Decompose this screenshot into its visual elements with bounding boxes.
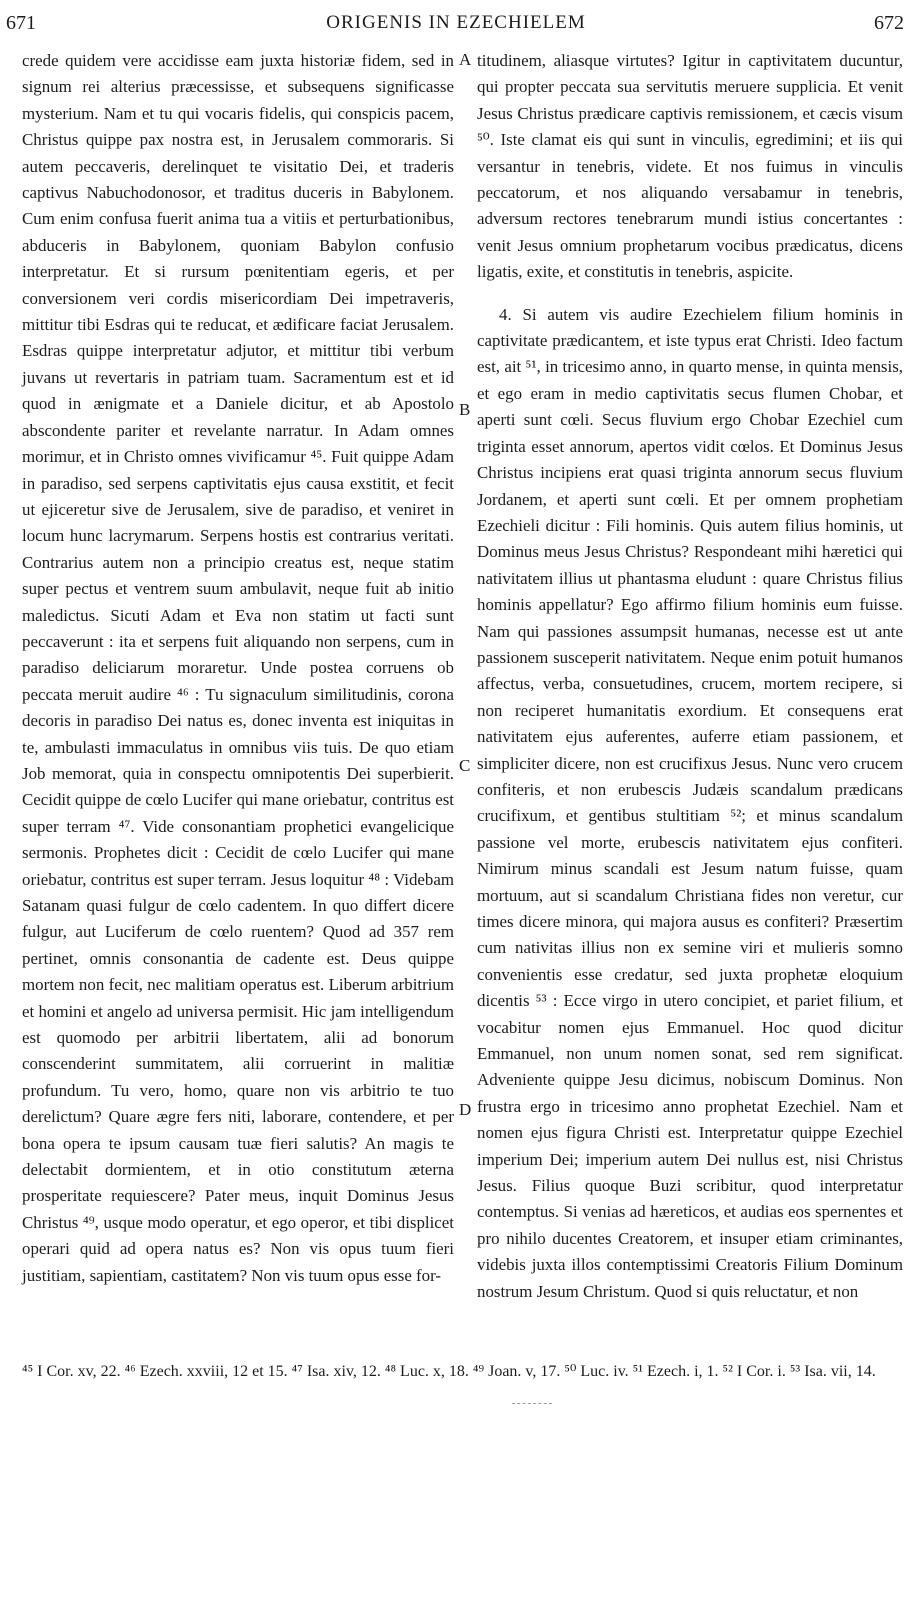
margin-marker-c: C xyxy=(459,756,471,775)
margin-marker-b: B xyxy=(459,400,471,419)
right-column-paragraph-2: 4. Si autem vis audire Ezechielem filium hominis in captivitate prædicantem, et iste typus erat Christi. Ideo factum est, ait ⁵¹, in tricesimo anno, in quarto mense, in quinta mensis, et ego eram in medio captivitatis secus flumen Chobar, et aperti sunt cœli. Secus fluvium ergo Chobar Ezechiel cum triginta esset annorum, apertos vidit cœlos. Et Dominus Jesus Christus incipiens erat quasi triginta annorum secus fluvium Jordanem, et aperti sunt cœli. Et per omnem prophetiam Ezechieli dicitur : Fili hominis. Quis autem filius hominis, ut Dominus meus Jesus Christus? Respondeant mihi hæretici qui nativitatem illius ut phantasma eludunt : quare Christus filius hominis appellatur? Ego affirmo filium hominis eum fuisse. Nam qui passiones assumpsit humanas, necesse est ut ante passionem susceperit nativitatem. Neque enim potuit humanos affectus, verba, consuetudines, crucem, mortem recipere, si non reciperet humanitatis exordium. Et consequens erat nativitatem ejus auferentes, auferre etiam passionem, et simpliciter dicere, non est crucifixus Jesus. Nunc vero crucem confiteris, et non erubescis Judæis scandalum prædicans crucifixum, et gentibus stultitiam ⁵²; et minus scandalum passione vel morte, erubescis nativitatem ejus confiteri. Nimirum minus scandali est Jesum natum fuisse, quam mortuum, aut si scandalum Christiana fides non veretur, cur times dicere minora, qui majora ausus es confiteri? Præsertim cum nativitas illius non ex semine viri et mulieris somno convenientis esse credatur, sed juxta prophetæ eloquium dicentis ⁵³ : Ecce virgo in utero concipiet, et pariet filium, et vocabitur nomen ejus Emmanuel. Hoc quod dicitur Emmanuel, non unum nomen sonat, sed rem significat. Adveniente quippe Jesu dicimus, nobiscum Dominus. Non frustra ergo in tricesimo anno prophetat Ezechiel. Nam et nomen ejus figura Christi est. Interpretatur quippe Ezechiel imperium Dei; imperium autem Dei nullus est, nisi Christus Jesus. Filius quoque Buzi scribitur, quod interpretatur contemptus. Si venias ad hæreticos, et audias eos spernentes et pro nihilo ducentes Creatorem, et insuper etiam criminantes, videbis juxta illos contemptissimi Creatoris Filium Dominum nostrum Jesum Christum. Quod si quis reluctatur, et non xyxy=(477,304,903,1301)
right-column-paragraph-1: titudinem, aliasque virtutes? Igitur in captivitatem ducuntur, qui propter peccata sua servitutis meruere supplicia. Et venit Jesus Christus prædicare captivis remissionem, et cæcis visum ⁵⁰. Iste clamat eis qui sunt in vinculis, egredimini; et iis qui versantur in tenebris, videte. Et nos fuimus in vinculis peccatorum, et nos aliquando versabamur in tenebris, adversum rectores tenebrarum mundi istius concertantes : venit Jesus omnium prophetarum vocibus prædicatus, dicens ligatis, exite, et constitutis in tenebris, aspicite. xyxy=(477,51,903,282)
bottom-rule xyxy=(512,1403,552,1404)
right-column xyxy=(477,48,903,1305)
page-number-left: 671 xyxy=(6,12,36,34)
running-title: ORIGENIS IN EZECHIELEM xyxy=(326,12,586,33)
margin-marker-a: A xyxy=(459,50,472,69)
footnotes: ⁴⁵ I Cor. xv, 22. ⁴⁶ Ezech. xxviii, 12 et 15. ⁴⁷ Isa. xiv, 12. ⁴⁸ Luc. x, 18. ⁴⁹ Joan. v, 17. ⁵⁰ Luc. iv. ⁵¹ Ezech. i, 1. ⁵² I Cor. i. ⁵³ Isa. vii, 14. xyxy=(22,1363,876,1380)
page-number-right: 672 xyxy=(874,12,904,34)
left-column xyxy=(22,48,454,1289)
left-column-text: crede quidem vere accidisse eam juxta historiæ fidem, sed in signum rei alterius præcessisse, et subsequens significasse mysterium. Nam et tu qui vocaris fidelis, qui conspicis pacem, Christus quippe pax nostra est, in Jerusalem commoraris. Si autem peccaveris, derelinquet te visitatio Dei, et traderis captivus Nabuchodonosor, et traditus duceris in Babylonem. Cum enim confusa fuerit anima tua a vitiis et perturbationibus, abduceris in Babylonem, quoniam Babylon confusio interpretatur. Et si rursum pœnitentiam egeris, et per conversionem veri cordis misericordiam Dei impetraveris, mittitur tibi Esdras qui te reducat, et ædificare faciat Jerusalem. Esdras quippe interpretatur adjutor, et mittitur tibi verbum juvans ut revertaris in patriam tuam. Sacramentum est et id quod in ænigmate et a Daniele dicitur, et ab Apostolo abscondente pariter et revelante narratur. In Adam omnes morimur, et in Christo omnes vivificamur ⁴⁵. Fuit quippe Adam in paradiso, sed serpens captivitatis ejus causa exstitit, et fecit ut ejiceretur sive de Jerusalem, sive de paradiso, et veniret in locum hunc lacrymarum. Serpens hostis est contrarius veritati. Contrarius autem non a principio creatus est, neque statim super pectus et ventrem suum ambulavit, neque fuit ab initio maledictus. Sicuti Adam et Eva non statim ut facti sunt peccaverunt : ita et serpens fuit aliquando non serpens, cum in paradiso deliciarum moraretur. Unde postea corruens ob peccata meruit audire ⁴⁶ : Tu signaculum similitudinis, corona decoris in paradiso Dei natus es, donec inventa est iniquitas in te, ambulasti immaculatus in omnibus viis tuis. De quo etiam Job memorat, quia in conspectu omnipotentis Dei superbierit. Cecidit quippe de cœlo Lucifer qui mane oriebatur, contritus est super terram ⁴⁷. Vide consonantiam prophetici evangelicique sermonis. Prophetes dicit : Cecidit de cœlo Lucifer qui mane oriebatur, contritus est super terram. Jesus loquitur ⁴⁸ : Videbam Satanam quasi fulgur de cœlo cadentem. In quo differt dicere fulgur, aut Luciferum de cœlo ruentem? Quod ad 357 rem pertinet, omnis consonantia de cadente est. Deus quippe mortem non fecit, nec malitiam operatus est. Liberum arbitrium et homini et angelo ad universa permisit. Hic jam intelligendum est quomodo per arbitrii libertatem, alii ad bonorum conscenderint summitatem, alii corruerint in malitiæ profundum. Tu vero, homo, quare non vis arbitrio te tuo derelictum? Quare ægre fers niti, laborare, contendere, et per bona opera te ipsum causam tuæ fieri salutis? An magis te delectabit dormientem, et in otio constitutum æterna prosperitate requiescere? Pater meus, inquit Dominus Jesus Christus ⁴⁹, usque modo operatur, et ego operor, et tibi displicet operari quid ad opera natus es? Non vis opus tuum fieri justitiam, sapientiam, castitatem? Non vis tuum opus esse for- xyxy=(22,51,454,1285)
margin-marker-d: D xyxy=(459,1100,472,1119)
page-header xyxy=(0,6,912,40)
